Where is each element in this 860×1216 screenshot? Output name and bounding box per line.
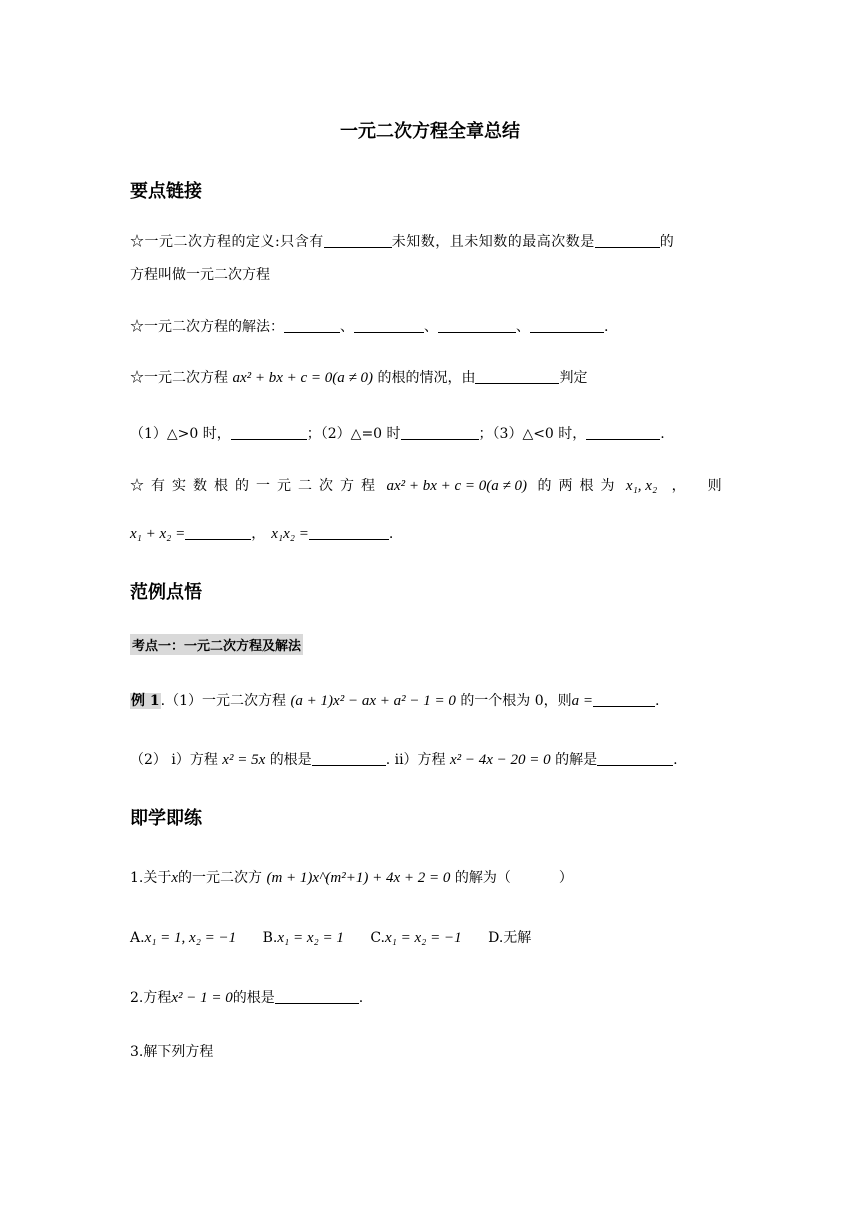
blank-1[interactable] — [324, 233, 392, 248]
vieta-equation: ax² + bx + c = 0(a ≠ 0) — [386, 478, 528, 494]
blank-q2[interactable] — [275, 989, 359, 1004]
blank-sum[interactable] — [185, 525, 251, 540]
option-d[interactable]: D.无解 — [488, 930, 532, 946]
example-2-line: （2） i）方程 x² = 5x 的根是 . ii）方程 x² − 4x − 20 = 0 的解是 . — [130, 752, 678, 768]
section-practice: 即学即练 — [130, 808, 202, 829]
blank-method-1[interactable] — [284, 318, 340, 333]
blank-method-4[interactable] — [530, 318, 604, 333]
methods-line: ☆一元二次方程的解法： 、 、 、 . — [130, 319, 609, 335]
option-c[interactable]: x₁ = x₂ = −1 — [385, 930, 462, 946]
question-1-equation: (m + 1)x^(m²+1) + 4x + 2 = 0 — [266, 870, 451, 886]
discriminant-line: ☆一元二次方程 ax² + bx + c = 0(a ≠ 0) 的根的情况，由 判定 — [130, 370, 588, 386]
section-key-points: 要点链接 — [130, 181, 202, 202]
question-3: 3.解下列方程 — [130, 1044, 214, 1060]
definition-line: ☆一元二次方程的定义:只含有 未知数，且未知数的最高次数是 的 — [130, 234, 675, 250]
question-1: 1.关于x的一元二次方 (m + 1)x^(m²+1) + 4x + 2 = 0 的解为（ ） — [130, 870, 573, 886]
kaodian-heading: 考点一：一元二次方程及解法 — [130, 634, 303, 655]
blank-case-2[interactable] — [401, 425, 479, 440]
vieta-roots: x₁, x₂ — [625, 478, 658, 494]
question-1-options: A.x₁ = 1, x₂ = −1 B.x₁ = x₂ = 1 C.x₁ = x₂ = −1 D.无解 — [130, 930, 532, 946]
blank-case-1[interactable] — [231, 425, 307, 440]
blank-discriminant[interactable] — [475, 369, 559, 384]
blank-ex2-1[interactable] — [312, 751, 386, 766]
definition-line-2: 方程叫做一元二次方程 — [130, 267, 270, 283]
blank-ex1[interactable] — [593, 692, 655, 707]
discriminant-equation: ax² + bx + c = 0(a ≠ 0) — [232, 370, 374, 386]
option-a[interactable]: x₁ = 1, x₂ = −1 — [144, 930, 237, 946]
section-examples: 范例点悟 — [130, 582, 202, 603]
blank-method-2[interactable] — [354, 318, 424, 333]
question-2: 2.方程x² − 1 = 0的根是 . — [130, 990, 364, 1006]
example-1-equation: (a + 1)x² − ax + a² − 1 = 0 — [290, 693, 456, 709]
blank-method-3[interactable] — [438, 318, 516, 333]
example-label: 例 1 — [131, 693, 160, 709]
vieta-result-line: x₁ + x₂ = ， x₁x₂ = . — [130, 526, 394, 542]
blank-case-3[interactable] — [586, 425, 660, 440]
blank-ex2-2[interactable] — [597, 751, 673, 766]
blank-2[interactable] — [595, 233, 660, 248]
blank-product[interactable] — [309, 525, 389, 540]
page-title: 一元二次方程全章总结 — [340, 121, 520, 142]
example-1-line: 例 1.（1）一元二次方程 (a + 1)x² − ax + a² − 1 = 0 的一个根为 0，则a = . — [131, 693, 660, 709]
vieta-line: ☆有实数根的一元二次方程 ax² + bx + c = 0(a ≠ 0) 的两根为 x₁, x₂ ，则 — [130, 478, 744, 494]
cases-line: （1）△>0 时， ；（2）△=0 时 ；（3）△<0 时， . — [130, 426, 665, 442]
option-b[interactable]: x₁ = x₂ = 1 — [277, 930, 344, 946]
